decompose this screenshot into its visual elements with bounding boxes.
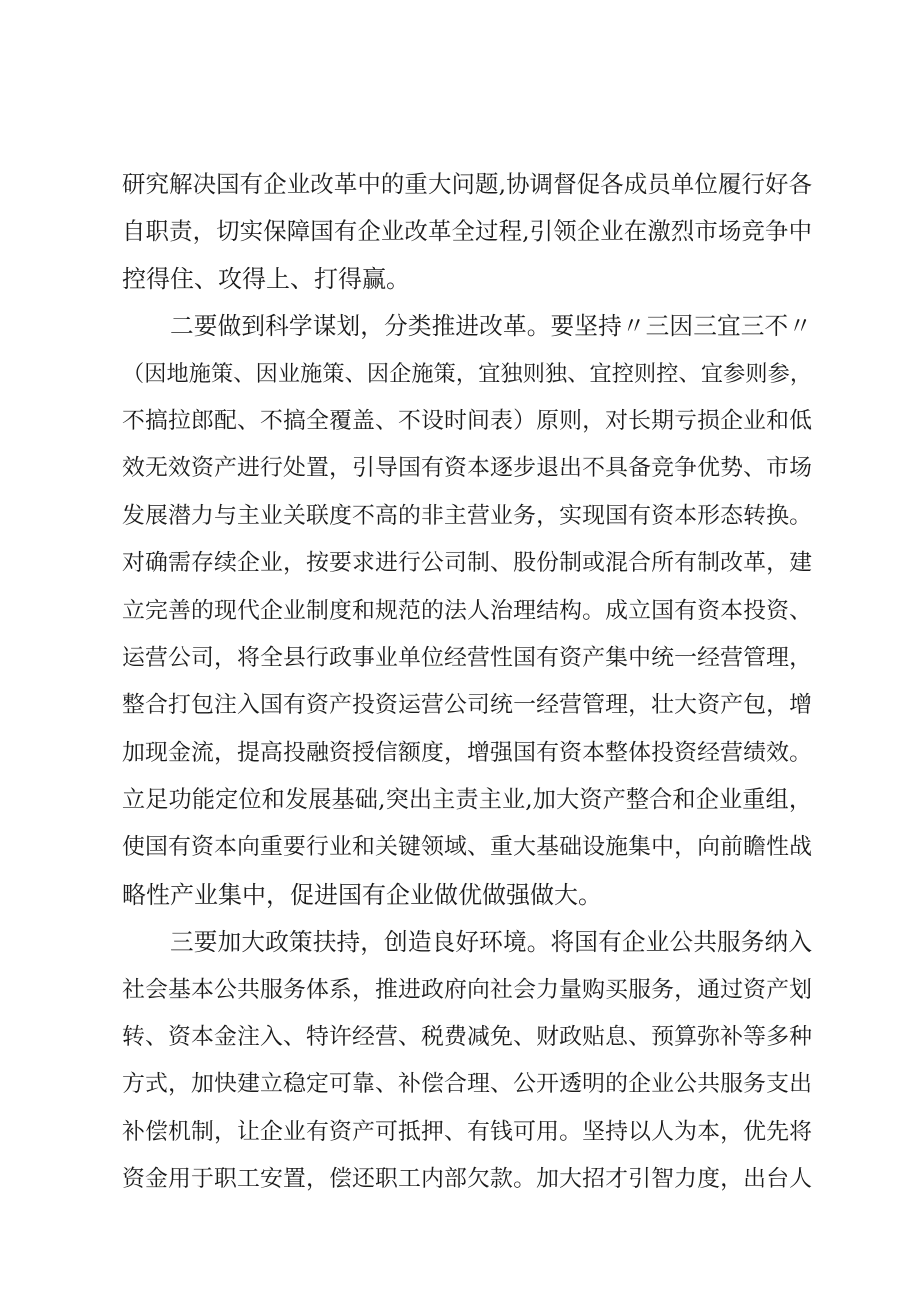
paragraph-2-line-8: 运营公司，将全县行政事业单位经营性国有资产集中统一经营管理， [122,644,812,671]
paragraph-2-line-5: 发展潜力与主业关联度不高的非主营业务，实现国有资本形态转换。 [122,502,812,529]
paragraph-2-line-3: 不搞拉郎配、不搞全覆盖、不设时间表）原则，对长期亏损企业和低 [122,407,812,434]
paragraph-1-line-3: 控得住、攻得上、打得赢。 [122,264,410,293]
paragraph-2-line-9: 整合打包注入国有资产投资运营公司统一经营管理，壮大资产包，增 [122,692,812,719]
paragraph-2-line-10: 加现金流，提高投融资授信额度，增强国有资本整体投资经营绩效。 [122,739,812,766]
paragraph-3-line-5: 补偿机制，让企业有资产可抵押、有钱可用。坚持以人为本，优先将 [122,1118,812,1145]
paragraph-3-line-4: 方式，加快建立稳定可靠、补偿合理、公开透明的企业公共服务支出 [122,1071,812,1098]
paragraph-2-line-7: 立完善的现代企业制度和规范的法人治理结构。成立国有资本投资、 [122,597,812,624]
paragraph-1-line-2: 自职责，切实保障国有企业改革全过程,引领企业在激烈市场竞争中 [122,217,812,246]
paragraph-2-line-1: 二要做到科学谋划，分类推进改革。要坚持〃三因三宜三不〃 [170,312,812,341]
paragraph-3-line-1: 三要加大政策扶持，创造良好环境。将国有企业公共服务纳入 [170,928,812,957]
paragraph-2-line-12: 使国有资本向重要行业和关键领域、重大基础设施集中，向前瞻性战 [122,834,812,861]
paragraph-2-line-6: 对确需存续企业，按要求进行公司制、股份制或混合所有制改革，建 [122,550,812,577]
document-body [122,161,812,1204]
paragraph-2-line-2: （因地施策、因业施策、因企施策，宜独则独、宜控则控、宜参则参， [122,360,812,387]
paragraph-3-line-6: 资金用于职工安置，偿还职工内部欠款。加大招才引智力度，出台人 [122,1166,812,1193]
paragraph-2-line-11: 立足功能定位和发展基础,突出主责主业,加大资产整合和企业重组， [122,787,812,814]
paragraph-3-line-2: 社会基本公共服务体系，推进政府向社会力量购买服务，通过资产划 [122,976,812,1003]
paragraph-2-line-4: 效无效资产进行处置，引导国有资本逐步退出不具备竞争优势、市场 [122,455,812,482]
paragraph-1-line-1: 研究解决国有企业改革中的重大问题,协调督促各成员单位履行好各 [122,170,812,198]
paragraph-3-line-3: 转、资本金注入、特许经营、税费减免、财政贴息、预算弥补等多种 [122,1024,812,1051]
paragraph-2-line-13: 略性产业集中，促进国有企业做优做强做大。 [122,880,602,909]
